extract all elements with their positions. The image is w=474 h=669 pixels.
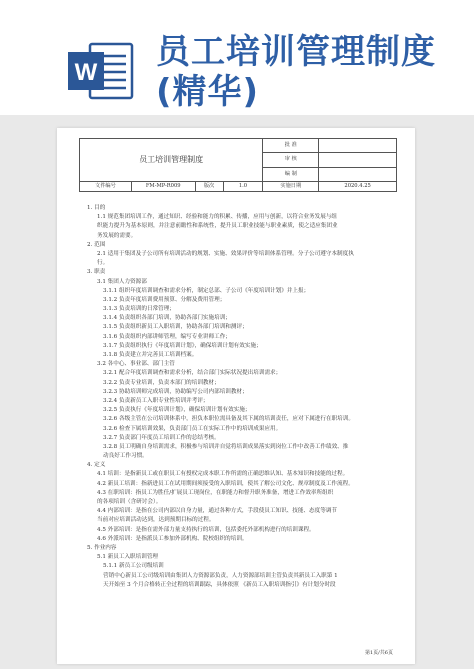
text-line: 3.1.4 负责组织各部门培训，协助各部门实施培训； xyxy=(103,315,231,322)
text-line: 4. 定义 xyxy=(87,462,106,469)
document-page xyxy=(57,128,415,664)
banner-title-line1: 员工培训管理制度 xyxy=(156,32,436,72)
text-line: 3.2.7 负责部门年度员工培训工作的总结考核。 xyxy=(103,434,220,441)
file-no-label: 文件编号 xyxy=(80,182,132,192)
text-line: 3.1.8 负责建立并完善员工培训档案。 xyxy=(103,352,198,358)
text-line: 4.2 新员工培训：指新进员工在试用期间须接受的入职培训，使其了解公司文化、规章制度及工作流程。 xyxy=(97,480,354,487)
text-line: 动良好工作习惯。 xyxy=(103,453,148,460)
text-line: 3.1.6 负责组织内部讲师管理，编写专业讲师工作； xyxy=(103,333,231,340)
doc-title-cell: 员工培训管理制度 xyxy=(80,139,263,182)
text-line: 2. 范围 xyxy=(87,241,106,248)
text-line: 的各项培训（含研讨会）。 xyxy=(97,499,162,505)
text-line: 3.2.6 检查下属培训效果，负责部门员工在实际工作中的培训成果应用。 xyxy=(103,425,282,432)
review-value xyxy=(319,153,397,167)
date-value: 2020.4.25 xyxy=(319,182,397,192)
text-line: 3.1 集团人力资源部 xyxy=(97,278,147,285)
compile-value xyxy=(319,167,397,181)
text-line: 1. 目的 xyxy=(87,205,106,211)
text-line: 务发展的需要。 xyxy=(97,232,137,239)
text-line: 4.4 内部培训：是指在公司内部以自身力量，通过各种方式，手段使员工知识、技能、态度等调节 xyxy=(97,508,338,515)
text-line: 3.1.7 负责组织执行《年度培训计划》，确保培训计划有效实施； xyxy=(103,342,262,349)
text-line: 5.1.1 新员工公司级培训 xyxy=(103,563,164,570)
text-line: 3.1.2 负责年度培训费用预算、分解及费用管理； xyxy=(103,296,226,303)
text-line: 2.1 适用于集团及子公司所有培训活动的规划、实施、效果评价等培训体系管理。分子公司遵守本制度执 xyxy=(97,250,354,257)
review-label: 审 核 xyxy=(263,153,319,167)
text-line: 行。 xyxy=(97,260,109,267)
banner-title-line2: (精华) xyxy=(156,72,260,112)
text-line: 3.2.1 配合年度培训调查和需求分析，结合部门实际状况提出培训需求； xyxy=(103,370,282,377)
text-line: 5. 作业内容 xyxy=(87,544,117,551)
text-line: 3.1.3 负责培训的日常管理； xyxy=(103,306,175,313)
text-line: 4.5 外部培训：是指在需外部力量支持执行的培训，包括委托外部机构进行的培训课程。 xyxy=(97,526,315,533)
banner-title xyxy=(156,32,456,112)
text-line: 3. 职责 xyxy=(87,269,106,276)
compile-label: 编 制 xyxy=(263,167,319,181)
text-line: 4.1 培训：是指新员工或在职员工有授权完成本职工作所需的正确思维认知、基本知识和技能的过程。 xyxy=(97,471,349,478)
approve-label: 批 准 xyxy=(263,139,319,153)
document-body xyxy=(87,204,399,590)
text-line: 天开始至 3 个月合格转正全过程的培训跟踪，具体依照 《新员工入职培训指引》有计划分时段 xyxy=(103,581,336,588)
word-document-icon xyxy=(66,40,136,102)
text-line: 3.2.2 负责专业培训，负责本部门的培训教材； xyxy=(103,379,220,386)
banner xyxy=(0,0,474,115)
text-line: 当前对应培训活动达到，达到预期目标的过程。 xyxy=(97,517,215,524)
text-line: 3.2.4 负责新员工入职专业性培训并考评； xyxy=(103,397,209,404)
text-line: 1.1 规范集团培训工作，通过知识、经验和能力的积累、传播，应用与创新，以符合业务发展与组 xyxy=(97,214,338,221)
text-line: 营销中心新员工公司级培训由集团人力资源部负责，人力资源部培训主管负责其新员工入职第 1 xyxy=(103,572,338,579)
document-header-table xyxy=(79,138,397,192)
text-line: 4.6 外派培训：是指派员工参加外部机构、院校组织的培训。 xyxy=(97,535,248,542)
date-label: 实施日期 xyxy=(263,182,319,192)
approve-value xyxy=(319,139,397,153)
text-line: 3.2 各中心、事业部、部门主管 xyxy=(97,361,175,368)
text-line: 5.1 新员工入职培训管理 xyxy=(97,554,159,561)
logo-letter: W xyxy=(74,59,98,86)
file-no-value: FM-MP-R009 xyxy=(131,182,195,192)
text-line: 3.2.3 协助培训师完成培训，协助编写公司内部培训教材； xyxy=(103,388,248,395)
version-label: 版次 xyxy=(195,182,223,192)
text-line: 3.1.1 组织年度培训调查和需求分析，制定总部、子公司《年度培训计划》并上报； xyxy=(103,287,310,294)
text-line: 3.2.5 负责执行《年度培训计划》，确保培训计划有效实施； xyxy=(103,407,251,414)
text-line: 3.2.6 各级主管在公司培训体系中，担负本职位需具备及其下属的培训责任，应对下属进行在职培训。 xyxy=(103,416,354,423)
page-number: 第1页/共6页 xyxy=(364,649,393,656)
version-value: 1.0 xyxy=(223,182,263,192)
text-line: 4.3 在职培训：指员工为胜任/扩展员工现岗位，在职能力和督升职务准备，增进工作效率所组织 xyxy=(97,489,334,496)
text-line: 3.1.5 负责组织新员工入职培训，协助各部门培训和测评； xyxy=(103,324,248,331)
text-line: 织能力提升为基本原则，并注意前瞻性和系统性，提升员工职业技能与职业素质，使之适应集团业 xyxy=(97,223,338,230)
text-line: 3.2.8 员工明确自身培训需求，积极参与培训并自觉将培训成果落实到岗位工作中改善工作绩效、推 xyxy=(103,443,349,450)
